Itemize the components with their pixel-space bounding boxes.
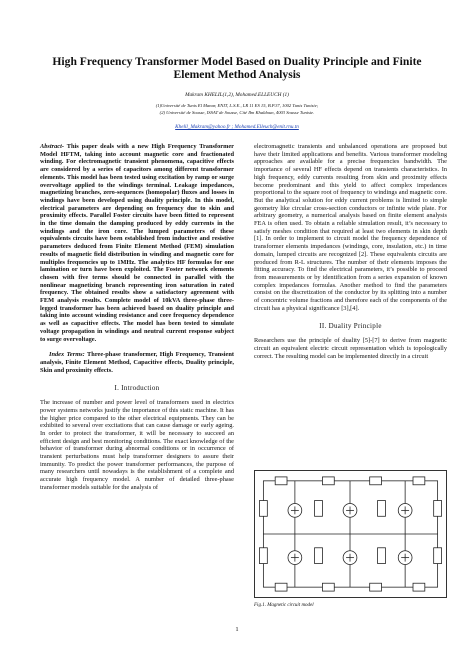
index-terms-body: Three-phase transformer, High Frequency, Transient analysis, Finite Element Method, Capacitive effects, Duality principle, Skin and proximity effects. xyxy=(40,351,234,374)
affiliation-2: (2) Université de Sousse, ISSAT de Sousse, Cité Ibn Khaldoun, 4003 Sousse Tunisie. xyxy=(159,110,315,115)
introduction-paragraph: The increase of number and power level of transformers used in electrics power systems networks justify the importance of this static machine. It has the higher price compared to the other electrical equipments. They can be exhibited to several over excitations that can cause damage or early ageing. In order to protect the transformer, it will be necessary to succeed an efficient design and best monitoring conditions. The exact knowledge of the behavior of transformer during abnormal conditions or in occurrence of transient perturbations must help transformer designers to assure their immunity. To predict the power transformer performances, the purpose of many researchers until nowadays is the establishment of a complete and accurate high frequency model. A number of detailed three-phase transformer models suitable for the analysis of xyxy=(40,399,234,491)
abstract-body: This paper deals with a new High Frequency Transformer Model HFTM, taking into account magnetic core and fractionated winding. For electromagnetic transient phenomena, capacitive effects are considered by a series of capacitors among different transformer elements. This model has been tested using excitation by ramp or surge overvoltage applied to the windings terminal. Leakage impedances, magnetizing branches, zero-sequences (homopolar) fluxes and losses in windings have been developed using duality principle. In this model, electrical parameters are depending on frequency due to skin and proximity effects. Parallel Foster circuits have been fitted to represent in the time domain the damping produced by eddy currents in the windings and the iron core. The lumped parameters of these equivalents circuits have been established from inductive and resistive parameters deduced from Finite Element Method (FEM) simulation results of magnetic field distribution in winding and magnetic core for multiples frequencies up to 1MHz. The analytics HF formulas for one lamination or turn have been exploited. The Foster network elements chosen with five terms should be connected in parallel with the nonlinear magnetizing branch representing iron saturation in rated frequency. The obtained results show a satisfactory agreement with FEM analysis results. Complete model of 10kVA three-phase three-legged transformer has been achieved based on duality principle and taking into account winding resistance and core frequency dependence as well as capacitive effects. The model has been tested to simulate voltage propagation in windings and neutral current response subject to surge overvoltage. xyxy=(40,143,234,343)
right-paragraph-2: Researchers use the principle of duality [5]-[7] to derive from magnetic circuit an equivalent electric circuit representation which is topologically correct. The resulting model can be implemented directly in a circuit xyxy=(254,337,447,360)
index-terms-lead: Index Terms: xyxy=(49,351,85,359)
paper-authors: Makram KHELIL(1,2), Mohamed.ELLEUCH (1) xyxy=(185,92,289,98)
index-terms xyxy=(40,351,234,374)
author-emails[interactable]: Khelil_Makram@yahoo.fr ; Mohamed.Elleuch@enit.rnu.tn xyxy=(175,124,299,130)
section-heading-introduction: I. Introduction xyxy=(114,384,160,393)
affiliation-1: (1)Université de Tunis El Manar, ENIT, L.S.E., LR 11 ES 15, B.P.37, 1002 Tunis Tunisie; xyxy=(155,103,319,108)
left-column xyxy=(40,143,234,492)
abstract xyxy=(40,143,234,343)
paper-title: High Frequency Transformer Model Based on Duality Principle and Finite Element Method Analysis xyxy=(52,55,422,81)
right-column xyxy=(254,143,447,360)
page-number: 1 xyxy=(235,626,239,633)
right-paragraph-1: electromagnetic transients and unbalanced operations are proposed but have their limited applications and benefits. Various transformer modeling approaches are available for a precise frequencies bandwidth. The importance of several HF effects depend on transients characteristics. In high frequency, eddy currents resulting from skin and proximity effects become predominant and this yield to affect complex impedances proportional to the square root of frequency to windings and magnetic core. But the analytical solution for eddy current problems is limited to simple geometry like circular cross-section conductors or infinite wide plate. For arbitrary geometry, a numerical analysis based on finite element analysis FEA is often used. To obtain a reliable simulation result, it’s necessary to satisfy meshes condition that required at least two elements in skin depth [1]. In order to implement to circuit model the frequency dependence of transformer elements impedances (windings, core, insulation, etc.) in time domain, lumped circuits are recognized [2]. These equivalents circuits are produced from R-L structures. The number of their elements imposes the fitting accuracy. To find the electrical parameters, it’s possible to proceed from measurements or by identification from a series expansion of known complex impedances formulas. Another method to find the parameters consist on the discretization of the conductor by its splitting into a number of concentric volume fractions and therefore each of the components of the circuit has a physical significance [3],[4]. xyxy=(254,143,447,312)
section-heading-duality: II. Duality Principle xyxy=(319,322,382,331)
abstract-lead: Abstract- xyxy=(40,143,64,150)
figure-caption: Fig.1. Magnetic circuit model xyxy=(254,603,314,608)
circuit-diagram xyxy=(255,471,446,597)
magnetic-circuit-figure xyxy=(254,470,447,598)
